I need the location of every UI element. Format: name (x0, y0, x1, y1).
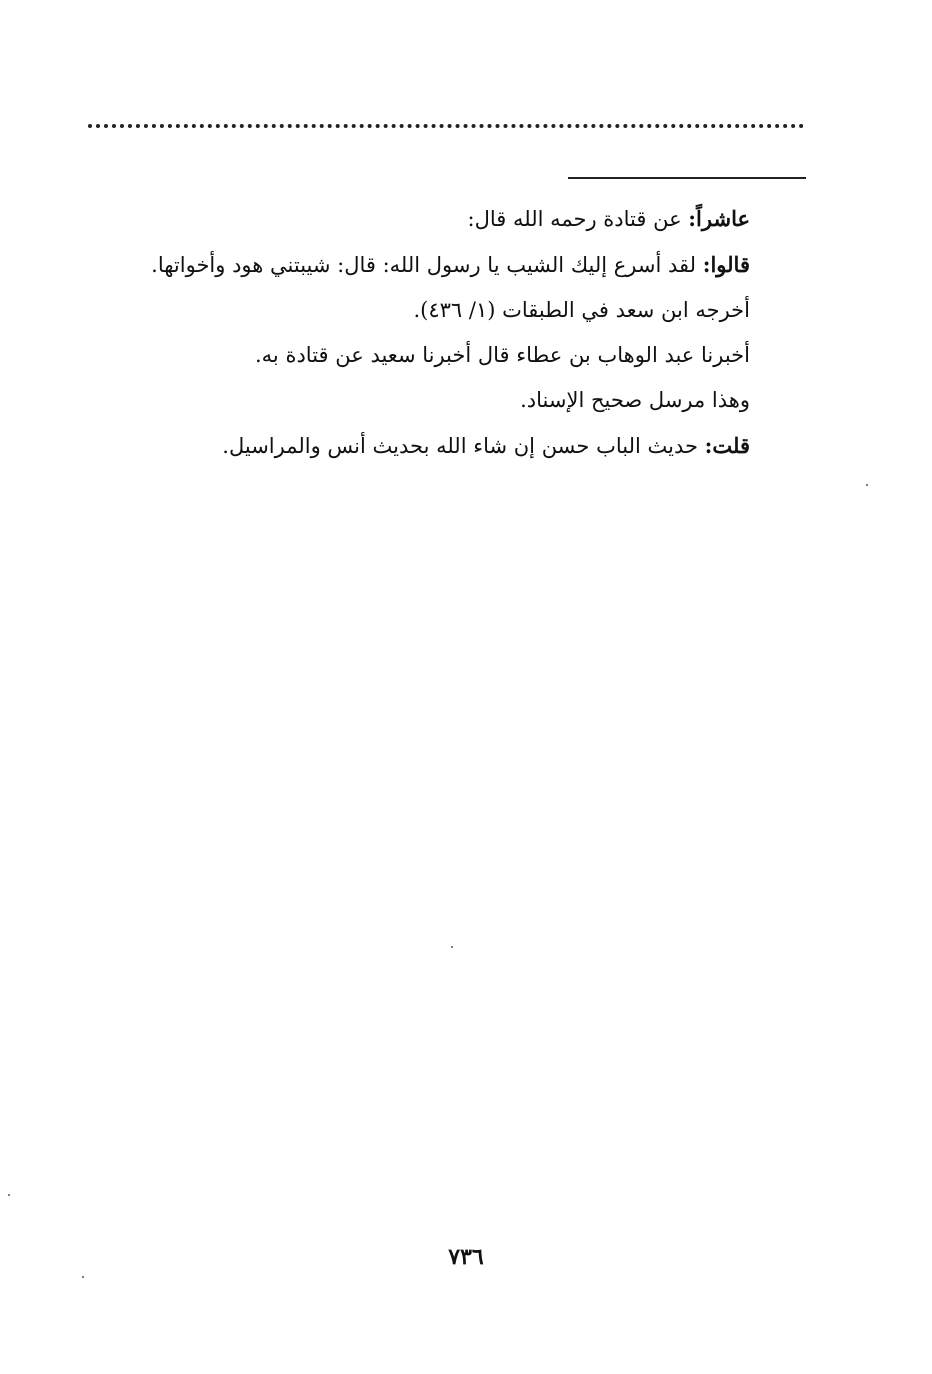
line-5-text: وهذا مرسل صحيح الإسناد. (520, 388, 750, 412)
line-4-text: أخبرنا عبد الوهاب بن عطاء قال أخبرنا سعيد عن قتادة به. (255, 343, 750, 367)
line-1-lead: عاشراً: (688, 206, 750, 231)
text-line-1 (130, 196, 750, 242)
line-2-lead: قالوا: (702, 252, 750, 277)
scan-speck (8, 1194, 10, 1196)
body-text (130, 196, 750, 469)
scan-speck (82, 1276, 84, 1278)
text-line-3 (130, 288, 750, 333)
footnote-rule (568, 177, 806, 179)
text-line-6 (130, 423, 750, 469)
line-6-text: حديث الباب حسن إن شاء الله بحديث أنس والمراسيل. (222, 434, 705, 458)
text-line-5 (130, 378, 750, 423)
line-1-text: عن قتادة رحمه الله قال: (467, 207, 689, 231)
line-3-text: أخرجه ابن سعد في الطبقات (١/ ٤٣٦). (413, 298, 750, 322)
scan-speck (866, 484, 868, 486)
scan-speck (451, 946, 453, 948)
line-2-text: لقد أسرع إليك الشيب يا رسول الله: قال: شيبتني هود وأخواتها. (151, 253, 703, 277)
dotted-separator (88, 124, 804, 128)
text-line-2 (130, 242, 750, 288)
page-number: ٧٣٦ (448, 1244, 484, 1270)
text-line-4 (130, 333, 750, 378)
line-6-lead: قلت: (704, 433, 750, 458)
